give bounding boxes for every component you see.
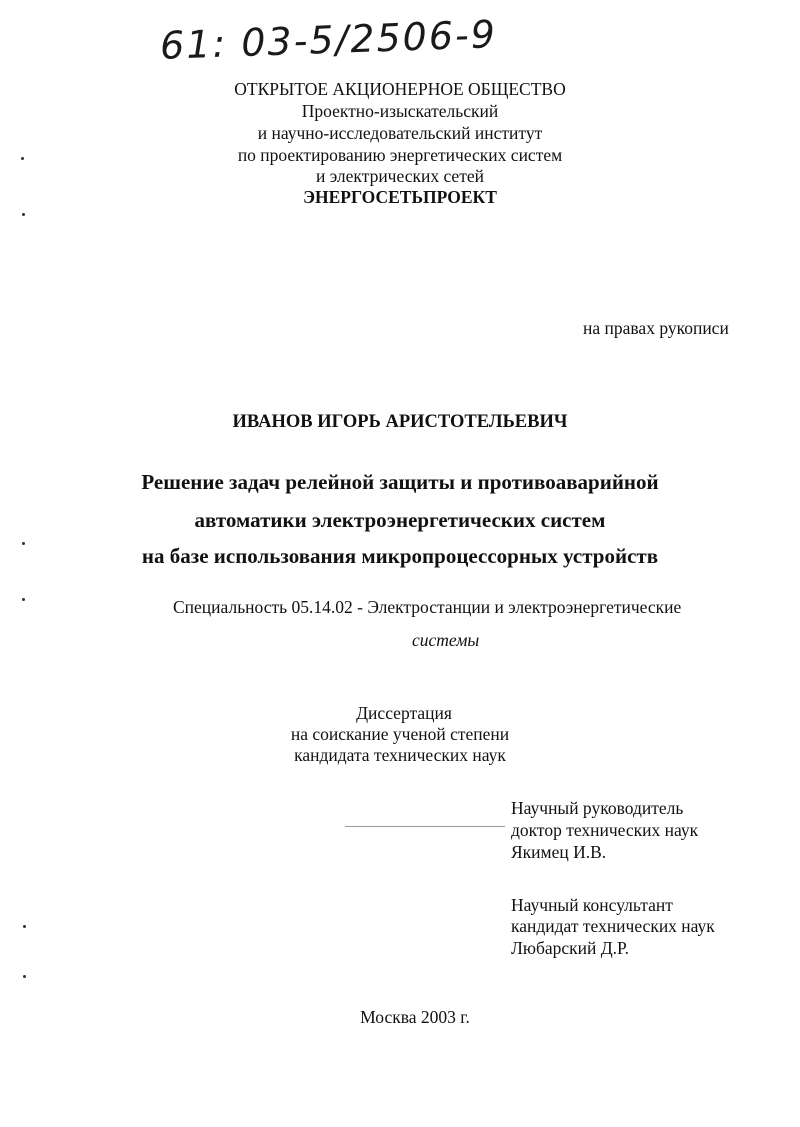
- org-line-2: Проектно-изыскательский: [301, 101, 499, 121]
- title-line-1: Решение задач релейной защиты и противоаварийной: [141, 470, 659, 494]
- consultant-degree: кандидат технических наук: [511, 916, 715, 936]
- scan-speck: [23, 975, 26, 978]
- consultant-name: Любарский Д.Р.: [511, 938, 629, 958]
- dissertation-line-1: Диссертация: [356, 703, 452, 723]
- org-line-5: и электрических сетей: [316, 166, 484, 186]
- org-line-1: ОТКРЫТОЕ АКЦИОНЕРНОЕ ОБЩЕСТВО: [234, 79, 566, 99]
- supervisor-degree: доктор технических наук: [511, 820, 699, 840]
- consultant-role: Научный консультант: [511, 895, 673, 915]
- supervisor-name: Якимец И.В.: [511, 842, 607, 862]
- org-line-4: по проектированию энергетических систем: [237, 145, 563, 165]
- scan-speck: [22, 542, 25, 545]
- title-line-3: на базе использования микропроцессорных устройств: [141, 544, 659, 568]
- supervisor-role: Научный руководитель: [511, 798, 684, 818]
- manuscript-note: на правах рукописи: [583, 318, 729, 338]
- scan-speck: [21, 157, 24, 160]
- scan-speck: [22, 213, 25, 216]
- org-line-3: и научно-исследовательский институт: [257, 123, 543, 143]
- specialty-line-1: Специальность 05.14.02 - Электростанции и электроэнергетические: [173, 597, 682, 617]
- org-name: ЭНЕРГОСЕТЬПРОЕКТ: [303, 187, 497, 207]
- specialty-line-2: системы: [412, 630, 480, 650]
- dissertation-line-3: кандидата технических наук: [294, 745, 506, 765]
- title-line-2: автоматики электроэнергетических систем: [194, 508, 606, 532]
- place-year: Москва 2003 г.: [360, 1007, 470, 1027]
- scan-speck: [23, 925, 26, 928]
- archive-number-handwritten: 61: 03-5/2506-9: [159, 12, 498, 68]
- dissertation-line-2: на соискание ученой степени: [290, 724, 510, 744]
- scan-smudge: [345, 826, 505, 827]
- scan-speck: [22, 598, 25, 601]
- author-name: ИВАНОВ ИГОРЬ АРИСТОТЕЛЬЕВИЧ: [232, 412, 568, 432]
